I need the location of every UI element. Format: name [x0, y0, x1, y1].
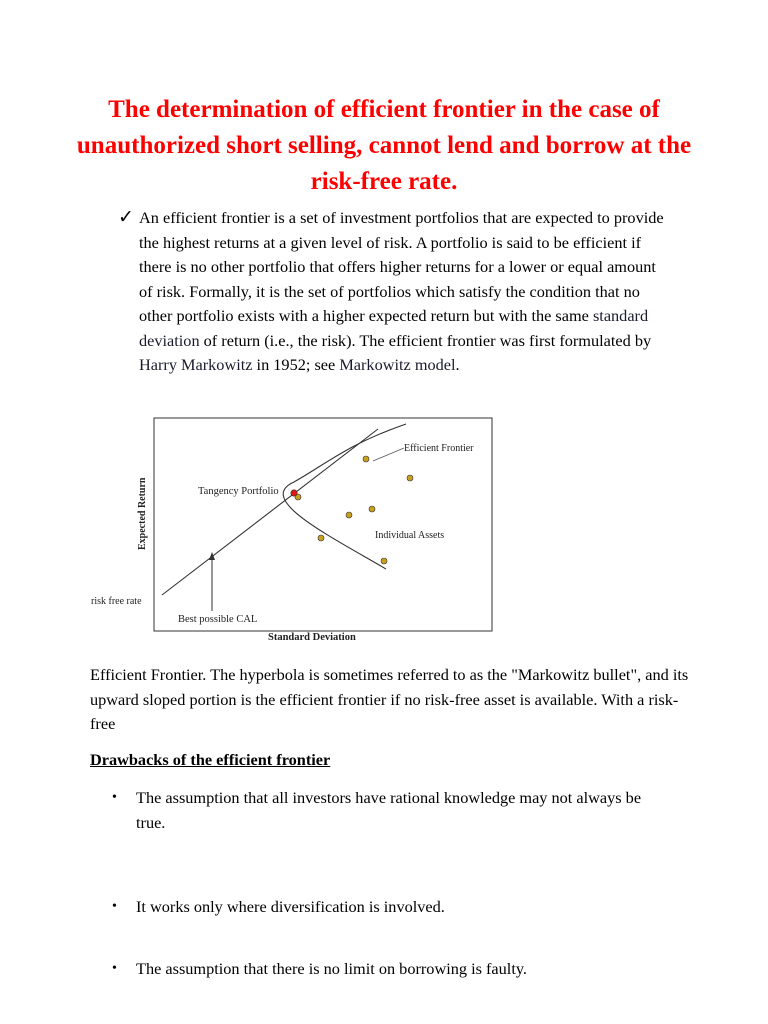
- capital-allocation-line: [162, 429, 378, 595]
- intro-text-part2: but with the same: [469, 306, 593, 325]
- markowitz-bullet-curve: [283, 424, 406, 569]
- frontier-pointer-line: [373, 448, 404, 461]
- intro-text-part1: An efficient frontier is a set of investment portfolios that are expected to provide the highest returns at a given level of risk. A portfolio is said to be efficient if there is no other portfolio that offers higher returns for a lower or equal amount of risk. Formally, it is the set of portfolios which satisfy the condition that no other portfolio exists with a higher expected: [139, 208, 664, 325]
- asset-dot: [318, 535, 324, 541]
- drawback-item: [112, 786, 672, 835]
- intro-return-word: return: [430, 306, 470, 325]
- drawback-text: The assumption that there is no limit on borrowing is faulty.: [136, 958, 527, 978]
- bullet-icon: •: [112, 899, 117, 914]
- efficient-frontier-label: Efficient Frontier: [404, 443, 474, 454]
- intro-text-part3: of return (i.e., the risk). The efficient frontier was first formulated by: [199, 330, 652, 350]
- intro-sd-term: standard deviation: [139, 306, 649, 350]
- intro-markowitz-model: Markowitz model: [339, 355, 456, 374]
- figure-caption-paragraph: Efficient Frontier. The hyperbola is sometimes referred to as the "Markowitz bullet", and its upward sloped portion is the efficient frontier if no risk-free asset is available. With a risk-free: [90, 665, 689, 733]
- intro-text-part5: .: [455, 355, 460, 374]
- drawback-text: The assumption that all investors have rational knowledge may not always be true.: [136, 788, 642, 832]
- asset-dot: [369, 506, 375, 512]
- drawbacks-heading: Drawbacks of the efficient frontier: [90, 750, 331, 769]
- intro-markowitz-name: Harry Markowitz: [139, 355, 253, 374]
- efficient-frontier-figure: [86, 414, 506, 646]
- efficient-frontier-diagram: [86, 414, 506, 646]
- asset-dot: [363, 456, 369, 462]
- asset-dot: [381, 558, 387, 564]
- intro-text: [139, 206, 671, 378]
- bullet-icon: •: [112, 960, 117, 976]
- drawbacks-list: [112, 786, 672, 978]
- x-axis-label: Standard Deviation: [268, 632, 356, 643]
- cal-arrow-head: [209, 552, 215, 560]
- y-axis-label: Expected Return: [137, 477, 148, 550]
- tangency-portfolio-dot: [291, 490, 297, 496]
- bullet-icon: •: [112, 790, 117, 805]
- asset-dot: [407, 475, 413, 481]
- drawback-item: [112, 895, 672, 920]
- best-cal-label: Best possible CAL: [178, 614, 258, 625]
- drawback-item: [112, 957, 672, 982]
- page-title: The determination of efficient frontier in the case of unauthorized short selling, cannot lend and borrow at the risk-free rate.: [76, 96, 692, 195]
- intro-text-part4: in 1952; see: [252, 355, 340, 374]
- tangency-portfolio-label: Tangency Portfolio: [198, 486, 279, 497]
- asset-dot: [346, 512, 352, 518]
- risk-free-rate-label: risk free rate: [91, 596, 142, 607]
- individual-assets-label: Individual Assets: [375, 530, 445, 541]
- drawback-text: It works only where diversification is involved.: [136, 897, 445, 916]
- checkmark-icon: ✓: [118, 207, 134, 228]
